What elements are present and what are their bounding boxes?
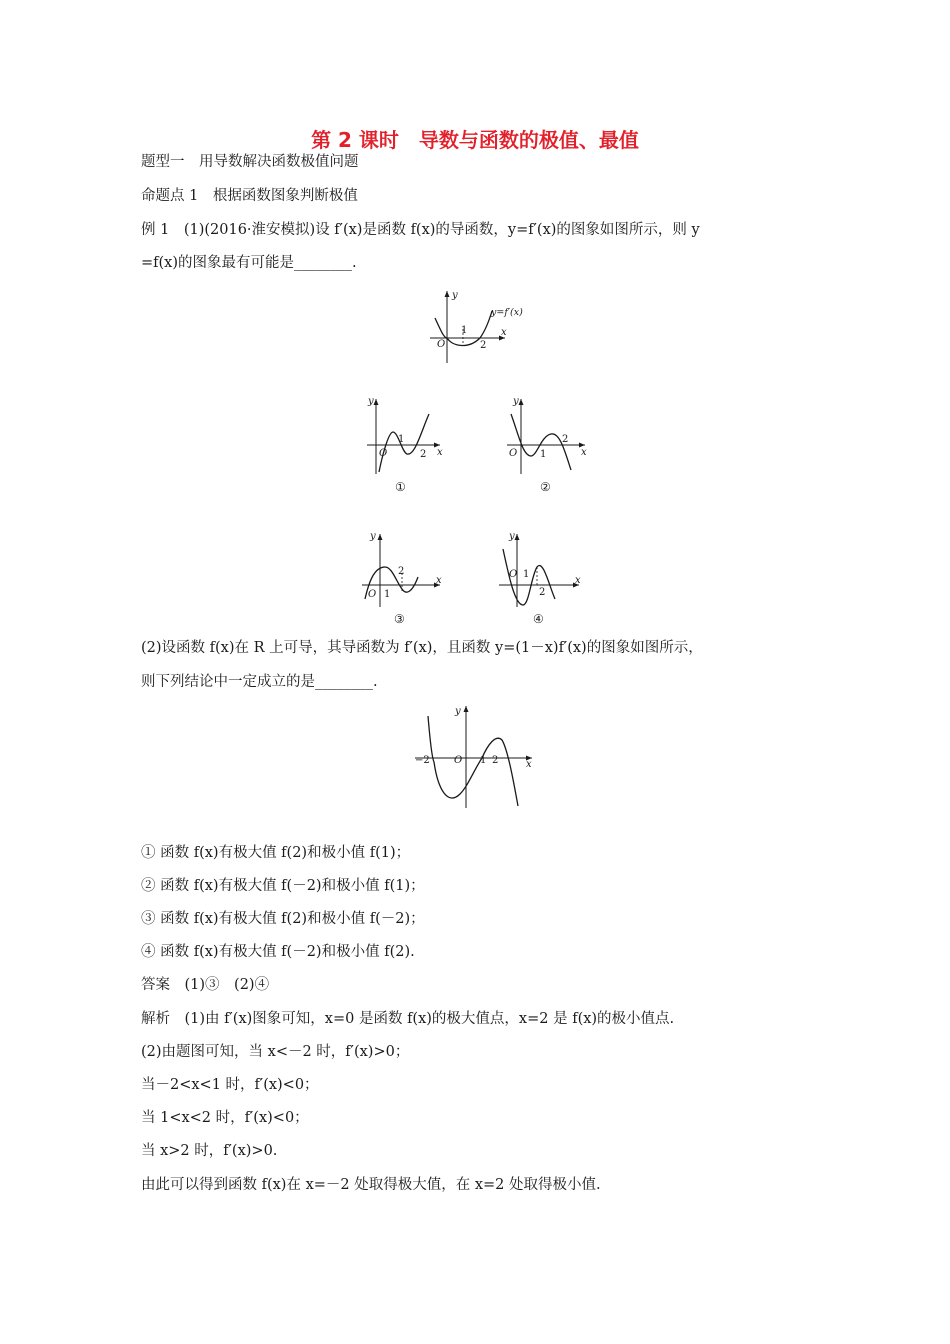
tick-label-1: 1 — [523, 569, 530, 580]
y-axis-label: y — [509, 531, 515, 542]
option-caption-3: ③ — [394, 612, 405, 626]
x-axis-label: x — [501, 327, 507, 338]
tick-label-1: 1 — [384, 589, 391, 600]
option-caption-2: ② — [540, 480, 551, 494]
option-caption-4: ④ — [533, 612, 544, 626]
tick-label-1: 1 — [461, 325, 468, 336]
option-graph-1 — [365, 392, 450, 497]
x-axis-label: x — [437, 447, 443, 458]
answer-line: 答案 (1)③ (2)④ — [141, 977, 270, 993]
option-graph-4 — [497, 527, 587, 627]
y-axis-label: y — [513, 396, 519, 407]
subsection-heading: 命题点 1 根据函数图象判断极值 — [141, 188, 358, 204]
choice-4: ④ 函数 f(x)有极大值 f(－2)和极小值 f(2). — [141, 944, 415, 960]
origin-label: O — [509, 569, 518, 580]
part2-text-line-1: (2)设函数 f(x)在 R 上可导，其导函数为 f′(x)，且函数 y=(1－x)f′(x)的图象如图所示， — [141, 640, 703, 656]
tick-label-2: 2 — [539, 587, 546, 598]
choice-3: ③ 函数 f(x)有极大值 f(2)和极小值 f(－2)； — [141, 911, 425, 927]
x-axis-label: x — [575, 575, 581, 586]
analysis-line-1: 解析 (1)由 f′(x)图象可知，x=0 是函数 f(x)的极大值点，x=2 是 f(x)的极小值点. — [141, 1011, 675, 1027]
option-graph-2 — [505, 392, 590, 497]
example-text-line-2: =f(x)的图象最有可能是________. — [141, 255, 357, 271]
derivative-graph-figure — [425, 285, 540, 365]
product-function-graph-figure — [412, 700, 542, 810]
example-text-line-1: 例 1 (1)(2016·淮安模拟)设 f′(x)是函数 f(x)的导函数，y=f′(x)的图象如图所示，则 y — [141, 222, 700, 238]
tick-label-1: 1 — [398, 434, 405, 445]
curve-label: y=f′(x) — [491, 307, 523, 318]
analysis-line-2: (2)由题图可知，当 x<－2 时，f′(x)>0； — [141, 1044, 410, 1060]
option-caption-1: ① — [395, 480, 406, 494]
tick-label-2: 2 — [398, 566, 405, 577]
origin-label: O — [454, 755, 463, 766]
x-axis-label: x — [581, 447, 587, 458]
origin-label: O — [379, 448, 388, 459]
origin-label: O — [437, 339, 446, 350]
origin-label: O — [368, 589, 377, 600]
origin-label: O — [509, 448, 518, 459]
analysis-line-4: 当 1<x<2 时，f′(x)<0； — [141, 1110, 309, 1126]
page-title: 第 2 课时 导数与函数的极值、最值 — [311, 128, 639, 152]
y-axis-label: y — [370, 531, 376, 542]
choice-2: ② 函数 f(x)有极大值 f(－2)和极小值 f(1)； — [141, 878, 425, 894]
x-axis-label: x — [436, 575, 442, 586]
choice-1: ① 函数 f(x)有极大值 f(2)和极小值 f(1)； — [141, 845, 411, 861]
tick-label-2: 2 — [492, 755, 499, 766]
analysis-conclusion: 由此可以得到函数 f(x)在 x=－2 处取得极大值，在 x=2 处取得极小值. — [141, 1177, 601, 1193]
part2-text-line-2: 则下列结论中一定成立的是________. — [141, 674, 378, 690]
section-heading: 题型一 用导数解决函数极值问题 — [141, 154, 359, 170]
y-axis-label: y — [368, 396, 374, 407]
tick-label-2: 2 — [562, 434, 569, 445]
y-axis-label: y — [455, 706, 461, 717]
tick-label-2: 2 — [480, 340, 487, 351]
option-graph-3 — [360, 527, 450, 627]
tick-label-2: 2 — [420, 449, 427, 460]
tick-label-1: 1 — [540, 449, 547, 460]
analysis-line-5: 当 x>2 时，f′(x)>0. — [141, 1143, 278, 1159]
x-axis-label: x — [526, 759, 532, 770]
y-axis-label: y — [452, 290, 458, 301]
tick-label-neg2: −2 — [415, 755, 430, 766]
analysis-line-3: 当－2<x<1 时，f′(x)<0； — [141, 1077, 319, 1093]
tick-label-1: 1 — [480, 755, 487, 766]
